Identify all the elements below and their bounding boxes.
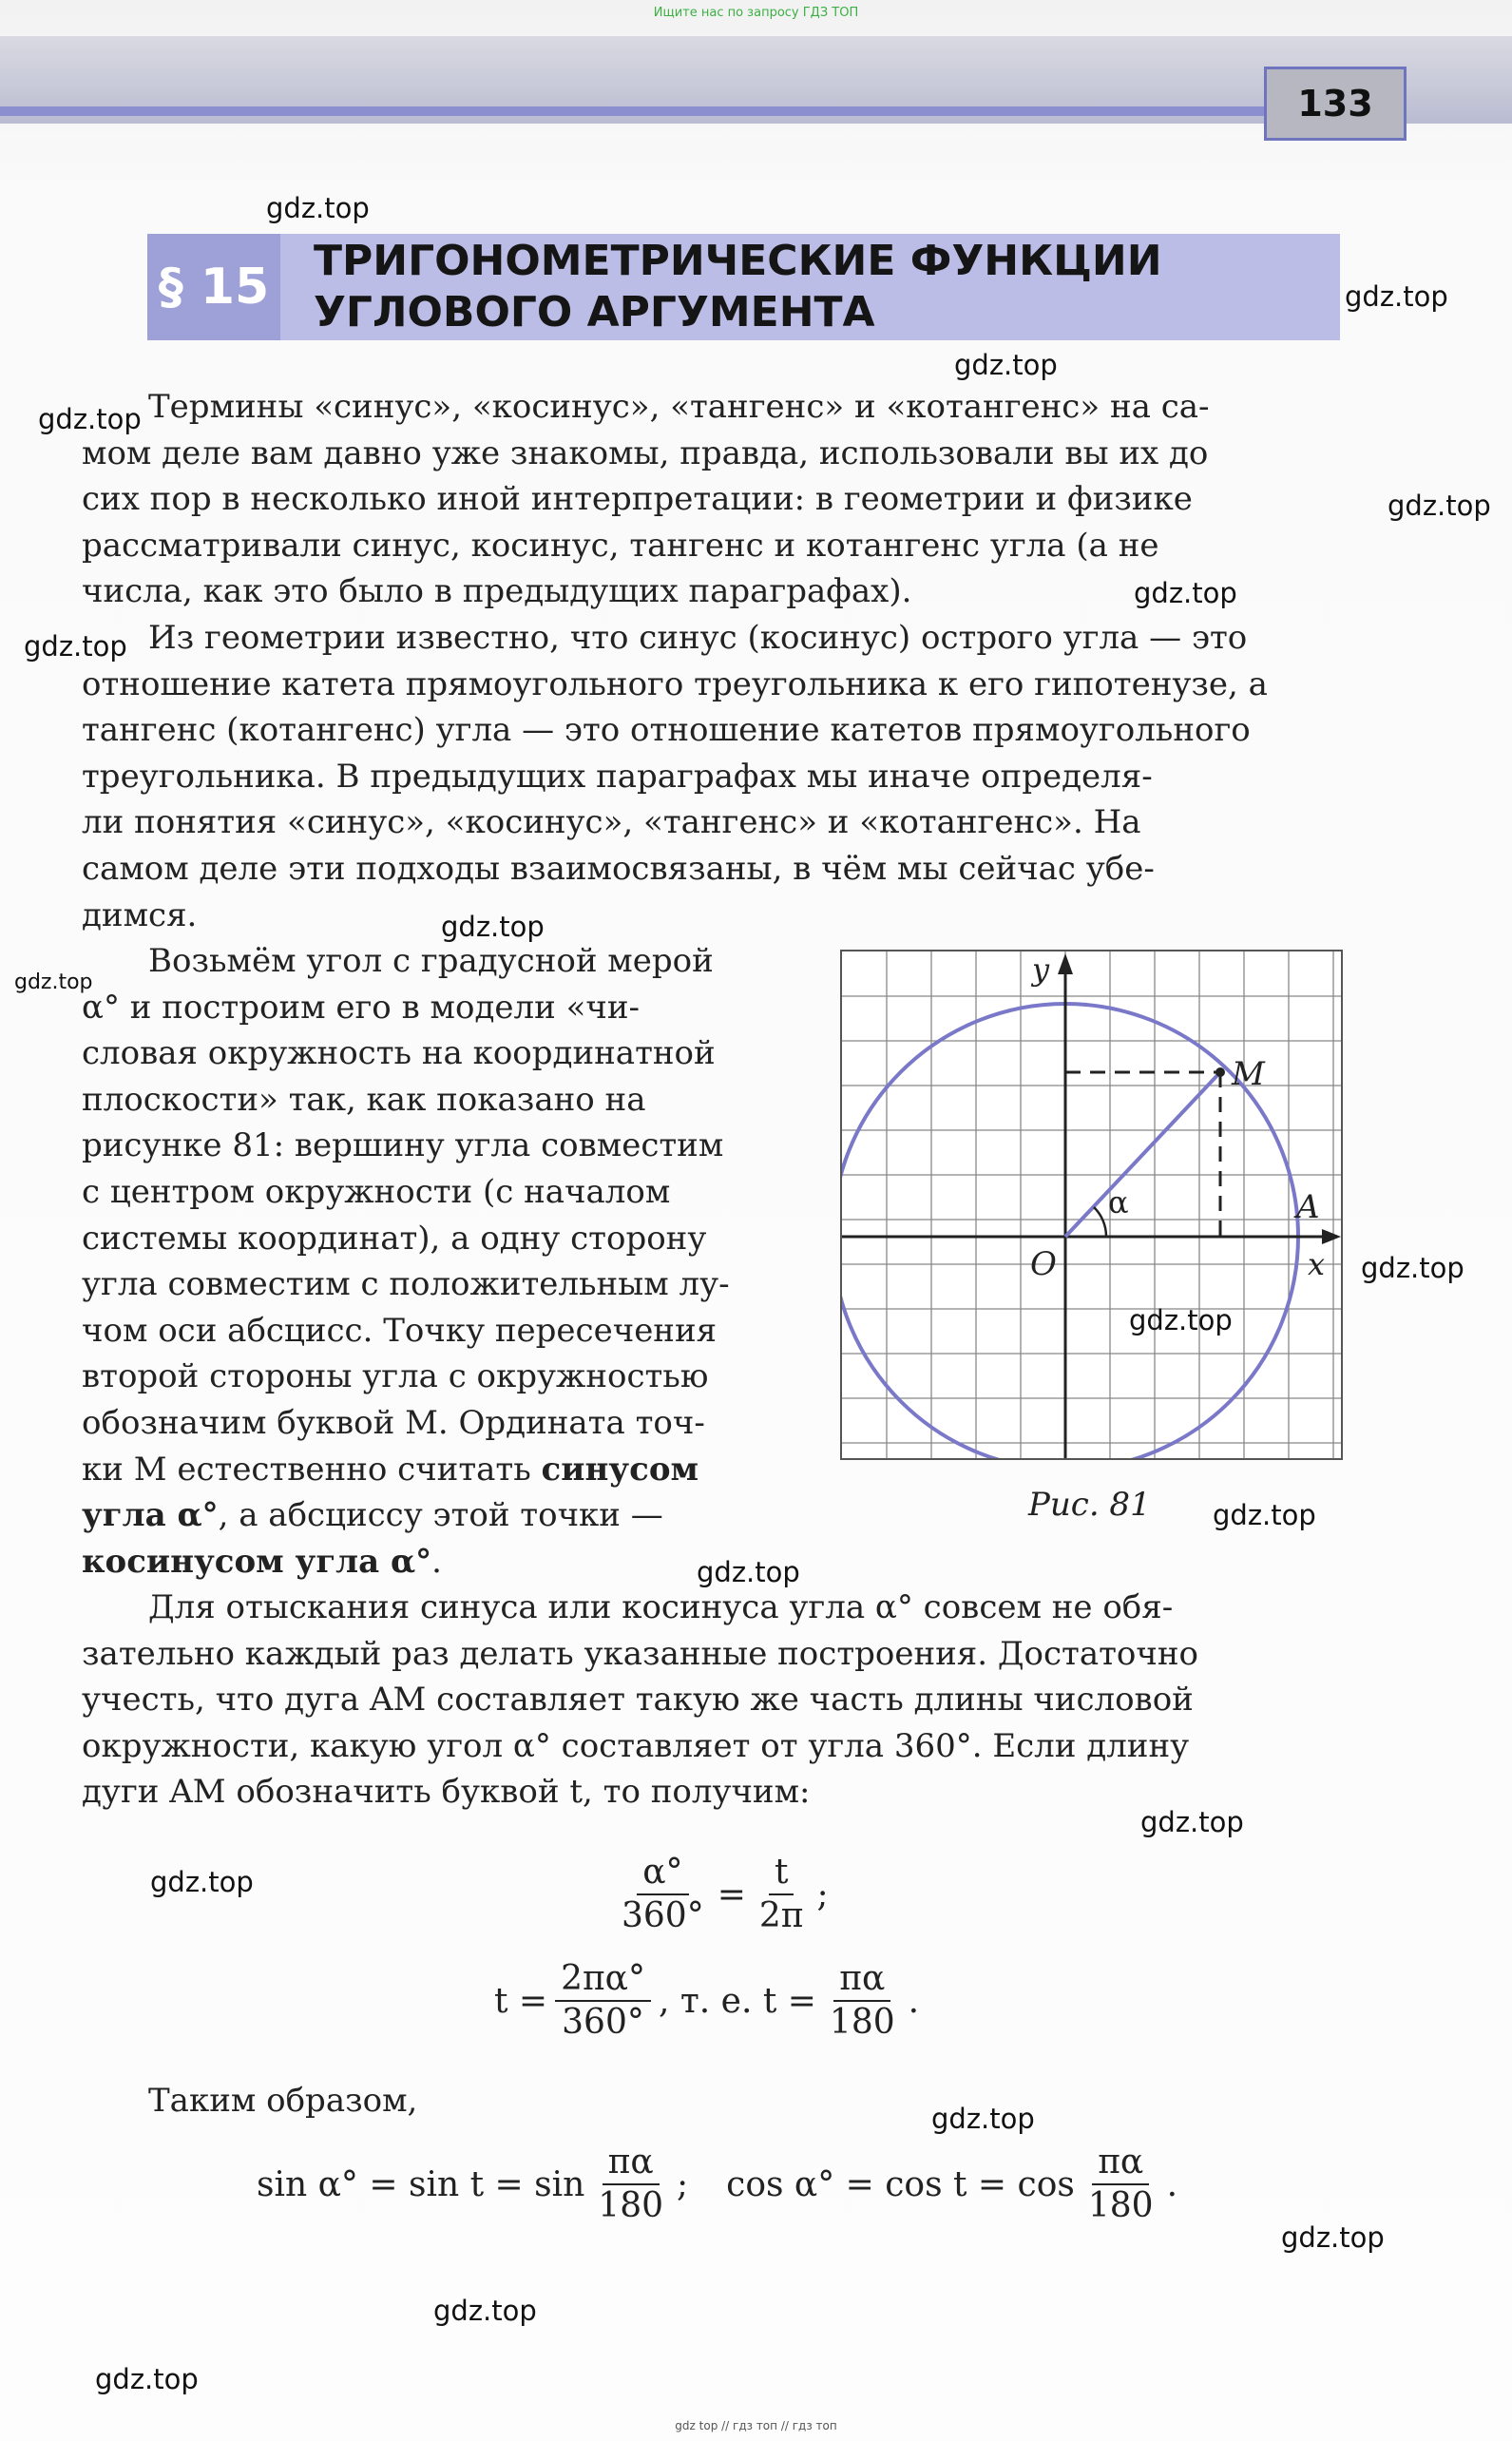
text-line: отношение катета прямоугольного треугольника к его гипотенузе, а — [82, 664, 1268, 703]
text-line: словая окружность на координатной — [82, 1034, 716, 1073]
watermark: gdz.top — [1140, 1806, 1244, 1838]
punctuation: ; — [677, 2164, 689, 2204]
watermark: gdz.top — [95, 2363, 199, 2395]
formula-text: sin α° = sin t = sin — [257, 2164, 585, 2204]
text-line: Возьмём угол с градусной мерой — [148, 942, 714, 980]
numerator: 2πα° — [555, 1958, 651, 2002]
section-title — [314, 236, 1311, 338]
numerator: πα — [1092, 2142, 1149, 2185]
fraction — [1082, 2142, 1159, 2227]
text-line: с центром окружности (с началом — [82, 1172, 671, 1211]
watermark: gdz.top — [1361, 1252, 1464, 1284]
watermark: gdz.top — [1281, 2221, 1385, 2254]
point-m — [1215, 1067, 1225, 1077]
text-line: второй стороны угла с окружностью — [82, 1357, 709, 1396]
term-sine: синусом — [541, 1450, 699, 1489]
formula-text: t = — [494, 1981, 548, 2021]
paragraph-4 — [82, 1585, 1341, 1816]
watermark: gdz.top — [931, 2103, 1035, 2135]
top-note: Ищите нас по запросу ГДЗ ТОП — [653, 6, 859, 20]
numerator: α° — [637, 1852, 688, 1895]
label-y: y — [1032, 951, 1050, 988]
figure-caption: Рис. 81 — [1028, 1486, 1151, 1524]
formula-text: , т. е. t = — [658, 1981, 816, 2021]
label-alpha: α — [1108, 1184, 1129, 1220]
denominator: 360° — [562, 2003, 644, 2042]
bottom-note: gdz top // гдз топ // гдз топ — [675, 2419, 837, 2432]
text-line — [82, 1447, 804, 1493]
paragraph-3 — [82, 938, 804, 1585]
angle-ray — [1065, 1072, 1220, 1237]
watermark: gdz.top — [1388, 490, 1491, 522]
text-line: обозначим буквой M. Ордината точ- — [82, 1403, 705, 1442]
formula-sin-cos — [257, 2142, 1177, 2227]
x-axis-arrow — [1322, 1229, 1341, 1244]
fraction — [592, 2142, 669, 2227]
text-line: димся. — [82, 895, 198, 934]
text-run: . — [431, 1542, 442, 1581]
denominator: 180 — [829, 2003, 895, 2042]
formula-proportion — [608, 1852, 829, 1937]
watermark: gdz.top — [697, 1556, 800, 1588]
text-line: учесть, что дуга AM составляет такую же часть длины числовой — [82, 1681, 1194, 1720]
denominator: 180 — [598, 2186, 664, 2225]
label-m: M — [1232, 1055, 1265, 1093]
term-angle: угла α° — [82, 1496, 219, 1535]
formula-text: cos α° = cos t = cos — [726, 2164, 1075, 2204]
denominator: 2π — [758, 1896, 804, 1935]
text-line — [82, 1492, 804, 1539]
figure-81 — [840, 950, 1343, 1460]
text-line: зательно каждый раз делать указанные построения. Достаточно — [82, 1634, 1198, 1673]
punctuation: . — [908, 1981, 920, 2021]
fraction — [754, 1852, 810, 1937]
watermark: gdz.top — [1345, 280, 1448, 313]
fraction — [824, 1958, 901, 2044]
formula-t — [494, 1958, 919, 2044]
fraction — [616, 1852, 710, 1937]
text-run: ки M естественно считать — [82, 1450, 542, 1489]
numerator: πα — [833, 1958, 890, 2002]
text-line: окружности, какую угол α° составляет от угла 360°. Если длину — [82, 1726, 1190, 1765]
watermark: gdz.top — [266, 192, 370, 224]
watermark: gdz.top — [38, 403, 142, 435]
text-line: рисунке 81: вершину угла совместим — [82, 1126, 724, 1165]
label-a: A — [1296, 1188, 1320, 1226]
numerator: t — [769, 1852, 794, 1895]
text-line: числа, как это было в предыдущих параграфах). — [82, 572, 912, 611]
text-line: Из геометрии известно, что синус (косинус) острого угла — это — [148, 619, 1248, 657]
text-line: системы координат), а одну сторону — [82, 1219, 707, 1258]
text-line: плоскости» так, как показано на — [82, 1080, 646, 1119]
text-line: рассматривали синус, косинус, тангенс и котангенс угла (а не — [82, 526, 1159, 565]
watermark: gdz.top — [441, 911, 545, 943]
label-x: x — [1308, 1246, 1326, 1282]
punctuation: ; — [816, 1874, 829, 1914]
y-axis-arrow — [1058, 953, 1073, 974]
punctuation: . — [1166, 2164, 1178, 2204]
text-line: ли понятия «синус», «косинус», «тангенс» и «котангенс». На — [82, 803, 1141, 842]
watermark: gdz.top — [150, 1866, 254, 1898]
denominator: 180 — [1087, 2186, 1154, 2225]
watermark: gdz.top — [1213, 1499, 1316, 1531]
text-line: чом оси абсцисс. Точку пересечения — [82, 1311, 718, 1350]
term-cosine: косинусом угла α° — [82, 1542, 432, 1581]
watermark: gdz.top — [954, 349, 1058, 381]
text-line: угла совместим с положительным лу- — [82, 1265, 730, 1304]
section-number: § 15 — [147, 234, 280, 340]
text-line: дуги AM обозначить буквой t, то получим: — [82, 1773, 811, 1812]
angle-arc — [1094, 1207, 1106, 1237]
paragraph-2 — [82, 615, 1341, 938]
watermark: gdz.top — [1129, 1304, 1233, 1336]
watermark: gdz.top — [24, 630, 127, 663]
section-title-line: УГЛОВОГО АРГУМЕНТА — [314, 288, 875, 336]
text-line — [82, 1539, 804, 1586]
text-line: мом деле вам давно уже знакомы, правда, использовали вы их до — [82, 433, 1209, 472]
numerator: πα — [603, 2142, 660, 2185]
unit-circle-diagram — [842, 951, 1341, 1458]
watermark: gdz.top — [433, 2295, 537, 2327]
text-line: α° и построим его в модели «чи- — [82, 988, 640, 1027]
denominator: 360° — [622, 1896, 704, 1935]
text-run: , а абсциссу этой точки — — [218, 1496, 663, 1535]
watermark: gdz.top — [1134, 577, 1237, 609]
text-line: Для отыскания синуса или косинуса угла α° совсем не обя- — [148, 1588, 1174, 1626]
watermark: gdz.top — [14, 971, 93, 994]
equals-sign: = — [717, 1874, 746, 1914]
text-line: самом деле эти подходы взаимосвязаны, в чём мы сейчас убе- — [82, 849, 1155, 888]
section-title-line: ТРИГОНОМЕТРИЧЕСКИЕ ФУНКЦИИ — [314, 237, 1162, 285]
text-line: треугольника. В предыдущих параграфах мы иначе определя- — [82, 757, 1153, 796]
text-line: тангенс (котангенс) угла — это отношение катетов прямоугольного — [82, 711, 1251, 750]
fraction — [555, 1958, 651, 2044]
text-line: Термины «синус», «косинус», «тангенс» и «котангенс» на са- — [148, 388, 1210, 426]
conclusion-text: Таким образом, — [148, 2082, 418, 2120]
page-number: 133 — [1264, 67, 1407, 141]
header-line — [0, 106, 1273, 116]
text-line: сих пор в несколько иной интерпретации: в геометрии и физике — [82, 480, 1193, 519]
label-o: O — [1030, 1245, 1057, 1283]
